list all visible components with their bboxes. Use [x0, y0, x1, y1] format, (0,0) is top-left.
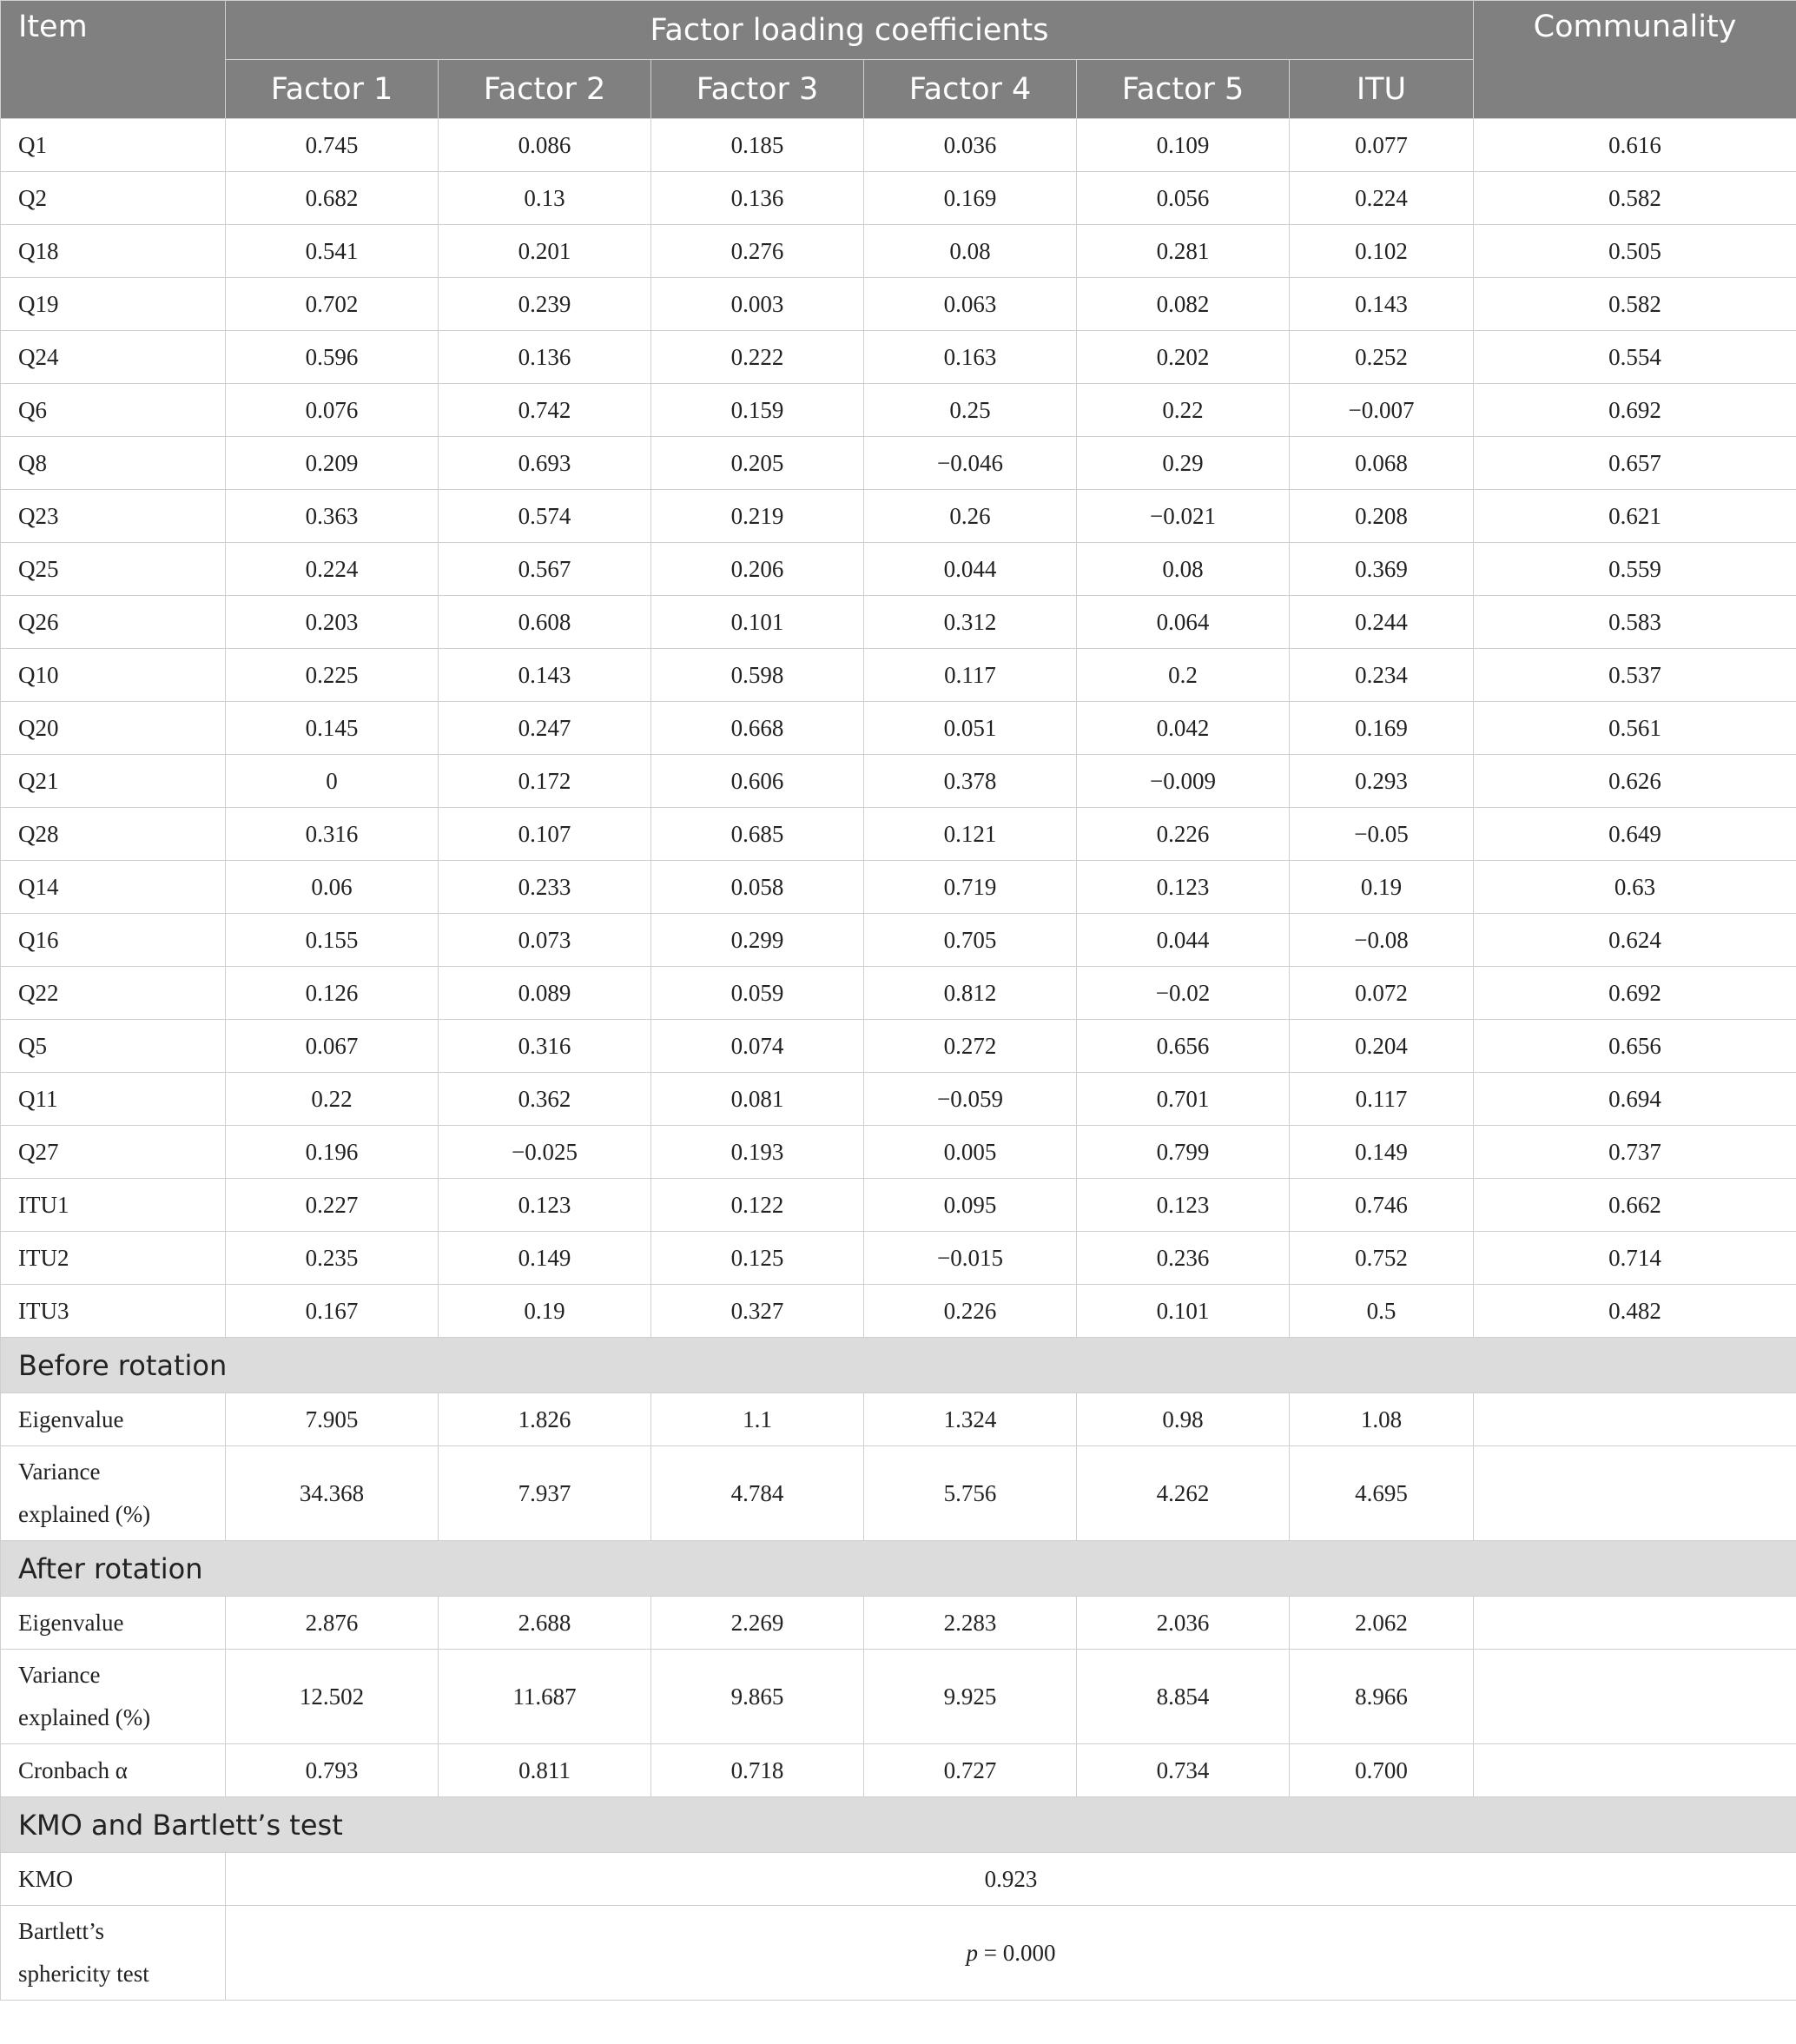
loading-cell: 0.236	[1077, 1232, 1290, 1285]
variance-cell: 12.502	[226, 1650, 439, 1744]
loading-cell: 0.08	[1077, 543, 1290, 596]
loading-cell: 0.608	[439, 596, 651, 649]
loading-cell: 0.063	[864, 278, 1077, 331]
eigenvalue-cell: 2.269	[651, 1597, 864, 1650]
loading-cell: 0.22	[226, 1073, 439, 1126]
loading-cell: 0.596	[226, 331, 439, 384]
eigenvalue-cell: 7.905	[226, 1393, 439, 1446]
row-item: Q5	[1, 1020, 226, 1073]
table-header	[1, 1, 1796, 119]
eigenvalue-cell: 1.08	[1290, 1393, 1474, 1446]
table-row	[1, 119, 1796, 172]
loading-cell: 0.121	[864, 808, 1077, 861]
communality-cell: 0.737	[1474, 1126, 1796, 1179]
row-item: Q16	[1, 914, 226, 967]
loading-cell: 0.123	[1077, 1179, 1290, 1232]
loading-cell: −0.05	[1290, 808, 1474, 861]
communality-cell: 0.616	[1474, 119, 1796, 172]
row-item: Q2	[1, 172, 226, 225]
loading-cell: 0.059	[651, 967, 864, 1020]
communality-cell: 0.649	[1474, 808, 1796, 861]
loading-cell: −0.046	[864, 437, 1077, 490]
variance-cell: 4.784	[651, 1446, 864, 1541]
table-row	[1, 596, 1796, 649]
communality-cell: 0.656	[1474, 1020, 1796, 1073]
loading-cell: 0.074	[651, 1020, 864, 1073]
eigenvalue-cell: 1.1	[651, 1393, 864, 1446]
after-variance-row	[1, 1650, 1796, 1744]
loading-cell: 0.101	[1077, 1285, 1290, 1338]
loading-cell: 0.073	[439, 914, 651, 967]
row-item: Q8	[1, 437, 226, 490]
loading-cell: 0.2	[1077, 649, 1290, 702]
loading-cell: 0.316	[439, 1020, 651, 1073]
communality-cell: 0.482	[1474, 1285, 1796, 1338]
loading-cell: 0.169	[1290, 702, 1474, 755]
loading-cell: 0.149	[439, 1232, 651, 1285]
row-item: Q10	[1, 649, 226, 702]
communality-cell: 0.662	[1474, 1179, 1796, 1232]
cronbach-cell: 0.718	[651, 1744, 864, 1797]
row-label	[1, 1650, 226, 1744]
table-row	[1, 914, 1796, 967]
loading-cell: 0.574	[439, 490, 651, 543]
loading-cell: 0.656	[1077, 1020, 1290, 1073]
communality-cell: 0.63	[1474, 861, 1796, 914]
loading-cell: 0.051	[864, 702, 1077, 755]
section-before-rotation	[1, 1338, 1796, 1393]
loading-cell: 0.745	[226, 119, 439, 172]
loading-cell: 0.145	[226, 702, 439, 755]
header-col-0: Factor 1	[226, 60, 439, 119]
loading-cell: 0.363	[226, 490, 439, 543]
kmo-row	[1, 1853, 1796, 1906]
loading-cell: 0.541	[226, 225, 439, 278]
loading-cell: −0.025	[439, 1126, 651, 1179]
loading-cell: 0.064	[1077, 596, 1290, 649]
table-body	[1, 119, 1796, 2001]
loading-cell: −0.009	[1077, 755, 1290, 808]
table-row	[1, 1020, 1796, 1073]
table-row	[1, 331, 1796, 384]
table-row	[1, 808, 1796, 861]
loading-cell: 0.19	[439, 1285, 651, 1338]
communality-cell: 0.561	[1474, 702, 1796, 755]
loading-cell: 0.123	[439, 1179, 651, 1232]
loading-cell: 0.606	[651, 755, 864, 808]
header-factor-loading: Factor loading coefficients	[226, 1, 1474, 60]
loading-cell: 0.076	[226, 384, 439, 437]
loading-cell: 0.102	[1290, 225, 1474, 278]
before-variance-row	[1, 1446, 1796, 1541]
loading-cell: 0.742	[439, 384, 651, 437]
loading-cell: 0.682	[226, 172, 439, 225]
loading-cell: 0.163	[864, 331, 1077, 384]
loading-cell: 0.042	[1077, 702, 1290, 755]
communality-cell: 0.582	[1474, 278, 1796, 331]
loading-cell: 0.668	[651, 702, 864, 755]
loading-cell: 0.316	[226, 808, 439, 861]
loading-cell: 0.701	[1077, 1073, 1290, 1126]
loading-cell: 0.122	[651, 1179, 864, 1232]
loading-cell: 0.003	[651, 278, 864, 331]
loading-cell: 0.685	[651, 808, 864, 861]
loading-cell: 0.208	[1290, 490, 1474, 543]
loading-cell: 0.089	[439, 967, 651, 1020]
loading-cell: 0.234	[1290, 649, 1474, 702]
loading-cell: 0.193	[651, 1126, 864, 1179]
loading-cell: −0.021	[1077, 490, 1290, 543]
loading-cell: 0.159	[651, 384, 864, 437]
variance-cell: 5.756	[864, 1446, 1077, 1541]
loading-cell: 0.204	[1290, 1020, 1474, 1073]
loading-cell: 0.172	[439, 755, 651, 808]
table-row	[1, 755, 1796, 808]
table-row	[1, 225, 1796, 278]
variance-cell: 11.687	[439, 1650, 651, 1744]
row-item: Q1	[1, 119, 226, 172]
communality-cell: 0.626	[1474, 755, 1796, 808]
label-line: Bartlett’s	[18, 1918, 104, 1944]
row-item: Q24	[1, 331, 226, 384]
loading-cell: 0.812	[864, 967, 1077, 1020]
loading-cell: 0.752	[1290, 1232, 1474, 1285]
loading-cell: 0.123	[1077, 861, 1290, 914]
row-item: Q26	[1, 596, 226, 649]
communality-cell: 0.505	[1474, 225, 1796, 278]
loading-cell: 0.149	[1290, 1126, 1474, 1179]
eigenvalue-cell: 2.283	[864, 1597, 1077, 1650]
loading-cell: 0.369	[1290, 543, 1474, 596]
eigenvalue-cell: 0.98	[1077, 1393, 1290, 1446]
communality-cell: 0.624	[1474, 914, 1796, 967]
loading-cell: 0.26	[864, 490, 1077, 543]
cronbach-row	[1, 1744, 1796, 1797]
communality-cell: 0.554	[1474, 331, 1796, 384]
header-col-5: ITU	[1290, 60, 1474, 119]
table-row	[1, 543, 1796, 596]
loading-cell: 0.13	[439, 172, 651, 225]
row-item: Q20	[1, 702, 226, 755]
header-col-2: Factor 3	[651, 60, 864, 119]
loading-cell: 0.312	[864, 596, 1077, 649]
loading-cell: 0.056	[1077, 172, 1290, 225]
table-row	[1, 278, 1796, 331]
loading-cell: 0.5	[1290, 1285, 1474, 1338]
eigenvalue-cell: 1.324	[864, 1393, 1077, 1446]
loading-cell: 0.252	[1290, 331, 1474, 384]
row-label: KMO	[1, 1853, 226, 1906]
loading-cell: 0.272	[864, 1020, 1077, 1073]
eigenvalue-cell: 1.826	[439, 1393, 651, 1446]
loading-cell: 0.072	[1290, 967, 1474, 1020]
loading-cell: 0.299	[651, 914, 864, 967]
loading-cell: 0.378	[864, 755, 1077, 808]
loading-cell: 0.143	[1290, 278, 1474, 331]
loading-cell: 0.136	[651, 172, 864, 225]
loading-cell: 0.044	[864, 543, 1077, 596]
communality-cell: 0.559	[1474, 543, 1796, 596]
loading-cell: 0.225	[226, 649, 439, 702]
row-label: Cronbach α	[1, 1744, 226, 1797]
table-row	[1, 1179, 1796, 1232]
before-eigenvalue-row	[1, 1393, 1796, 1446]
row-item: Q28	[1, 808, 226, 861]
row-item: Q25	[1, 543, 226, 596]
communality-cell: 0.694	[1474, 1073, 1796, 1126]
header-col-1: Factor 2	[439, 60, 651, 119]
variance-cell: 8.966	[1290, 1650, 1474, 1744]
communality-cell: 0.582	[1474, 172, 1796, 225]
loading-cell: 0.25	[864, 384, 1077, 437]
loading-cell: 0.081	[651, 1073, 864, 1126]
loading-cell: 0.117	[864, 649, 1077, 702]
loading-cell: 0.705	[864, 914, 1077, 967]
section-kmo-bartlett	[1, 1797, 1796, 1853]
loading-cell: 0.169	[864, 172, 1077, 225]
table-row	[1, 1073, 1796, 1126]
loading-cell: 0.082	[1077, 278, 1290, 331]
header-col-3: Factor 4	[864, 60, 1077, 119]
bartlett-row	[1, 1906, 1796, 2001]
loading-cell: 0.247	[439, 702, 651, 755]
section-title: Before rotation	[1, 1338, 1796, 1393]
table-row	[1, 1126, 1796, 1179]
row-item: Q14	[1, 861, 226, 914]
loading-cell: 0.117	[1290, 1073, 1474, 1126]
loading-cell: 0.293	[1290, 755, 1474, 808]
bartlett-value	[226, 1906, 1796, 2001]
loading-cell: 0.06	[226, 861, 439, 914]
header-item: Item	[1, 1, 226, 119]
loading-cell: 0.143	[439, 649, 651, 702]
loading-cell: −0.015	[864, 1232, 1077, 1285]
loading-cell: 0.224	[226, 543, 439, 596]
loading-cell: 0.067	[226, 1020, 439, 1073]
table-row	[1, 437, 1796, 490]
empty-cell	[1474, 1650, 1796, 1744]
loading-cell: 0.155	[226, 914, 439, 967]
loading-cell: 0.109	[1077, 119, 1290, 172]
label-line: Variance	[18, 1459, 101, 1485]
loading-cell: 0.693	[439, 437, 651, 490]
loading-cell: 0.598	[651, 649, 864, 702]
loading-cell: 0.209	[226, 437, 439, 490]
row-item: Q27	[1, 1126, 226, 1179]
communality-cell: 0.714	[1474, 1232, 1796, 1285]
p-value: = 0.000	[978, 1939, 1056, 1966]
row-item: Q6	[1, 384, 226, 437]
p-symbol: p	[966, 1939, 979, 1966]
loading-cell: 0.22	[1077, 384, 1290, 437]
section-after-rotation	[1, 1541, 1796, 1597]
row-item: Q19	[1, 278, 226, 331]
loading-cell: 0.29	[1077, 437, 1290, 490]
communality-cell: 0.692	[1474, 967, 1796, 1020]
loading-cell: 0.08	[864, 225, 1077, 278]
loading-cell: −0.02	[1077, 967, 1290, 1020]
loading-cell: 0.224	[1290, 172, 1474, 225]
loading-cell: 0.276	[651, 225, 864, 278]
cronbach-cell: 0.734	[1077, 1744, 1290, 1797]
label-line: explained (%)	[18, 1704, 151, 1730]
label-line: explained (%)	[18, 1501, 151, 1527]
communality-cell: 0.657	[1474, 437, 1796, 490]
row-item: Q22	[1, 967, 226, 1020]
variance-cell: 4.262	[1077, 1446, 1290, 1541]
row-item: ITU1	[1, 1179, 226, 1232]
communality-cell: 0.537	[1474, 649, 1796, 702]
eigenvalue-cell: 2.688	[439, 1597, 651, 1650]
loading-cell: −0.08	[1290, 914, 1474, 967]
row-item: Q21	[1, 755, 226, 808]
variance-cell: 9.865	[651, 1650, 864, 1744]
communality-cell: 0.583	[1474, 596, 1796, 649]
row-item: Q11	[1, 1073, 226, 1126]
header-communality: Communality	[1474, 1, 1796, 119]
loading-cell: 0.719	[864, 861, 1077, 914]
row-label: Eigenvalue	[1, 1597, 226, 1650]
loading-cell: 0.219	[651, 490, 864, 543]
loading-cell: 0.702	[226, 278, 439, 331]
cronbach-cell: 0.700	[1290, 1744, 1474, 1797]
table-row	[1, 384, 1796, 437]
row-label: Eigenvalue	[1, 1393, 226, 1446]
empty-cell	[1474, 1744, 1796, 1797]
loading-cell: 0.005	[864, 1126, 1077, 1179]
loading-cell: 0.227	[226, 1179, 439, 1232]
loading-cell: 0.185	[651, 119, 864, 172]
variance-cell: 4.695	[1290, 1446, 1474, 1541]
after-eigenvalue-row	[1, 1597, 1796, 1650]
loading-cell: 0.19	[1290, 861, 1474, 914]
label-line: Variance	[18, 1662, 101, 1688]
loading-cell: 0.086	[439, 119, 651, 172]
table-row	[1, 702, 1796, 755]
loading-cell: 0.136	[439, 331, 651, 384]
table-row	[1, 967, 1796, 1020]
cronbach-cell: 0.811	[439, 1744, 651, 1797]
loading-cell: 0.201	[439, 225, 651, 278]
loading-cell: 0.044	[1077, 914, 1290, 967]
loading-cell: 0.244	[1290, 596, 1474, 649]
empty-cell	[1474, 1446, 1796, 1541]
loading-cell: 0.233	[439, 861, 651, 914]
table-row	[1, 490, 1796, 543]
loading-cell: 0.206	[651, 543, 864, 596]
communality-cell: 0.621	[1474, 490, 1796, 543]
loading-cell: 0.362	[439, 1073, 651, 1126]
table-row	[1, 172, 1796, 225]
eigenvalue-cell: 2.036	[1077, 1597, 1290, 1650]
loading-cell: 0.125	[651, 1232, 864, 1285]
variance-cell: 7.937	[439, 1446, 651, 1541]
row-item: ITU2	[1, 1232, 226, 1285]
communality-cell: 0.692	[1474, 384, 1796, 437]
loading-cell: 0.222	[651, 331, 864, 384]
cronbach-cell: 0.793	[226, 1744, 439, 1797]
loading-cell: 0.196	[226, 1126, 439, 1179]
eigenvalue-cell: 2.062	[1290, 1597, 1474, 1650]
loading-cell: 0.567	[439, 543, 651, 596]
loading-cell: 0.226	[864, 1285, 1077, 1338]
loading-cell: 0.036	[864, 119, 1077, 172]
header-col-4: Factor 5	[1077, 60, 1290, 119]
loading-cell: 0.203	[226, 596, 439, 649]
loading-cell: 0.281	[1077, 225, 1290, 278]
loading-cell: 0.126	[226, 967, 439, 1020]
loading-cell: 0.202	[1077, 331, 1290, 384]
variance-cell: 34.368	[226, 1446, 439, 1541]
loading-cell: 0.058	[651, 861, 864, 914]
loading-cell: 0.167	[226, 1285, 439, 1338]
section-title: KMO and Bartlett’s test	[1, 1797, 1796, 1853]
loading-cell: 0.226	[1077, 808, 1290, 861]
loading-cell: 0.107	[439, 808, 651, 861]
loading-cell: 0.327	[651, 1285, 864, 1338]
loading-cell: 0.239	[439, 278, 651, 331]
eigenvalue-cell: 2.876	[226, 1597, 439, 1650]
loading-cell: 0.095	[864, 1179, 1077, 1232]
table-row	[1, 1232, 1796, 1285]
loading-cell: −0.059	[864, 1073, 1077, 1126]
loading-cell: 0.235	[226, 1232, 439, 1285]
cronbach-cell: 0.727	[864, 1744, 1077, 1797]
row-item: Q18	[1, 225, 226, 278]
row-item: ITU3	[1, 1285, 226, 1338]
row-label	[1, 1906, 226, 2001]
variance-cell: 8.854	[1077, 1650, 1290, 1744]
section-title: After rotation	[1, 1541, 1796, 1597]
table-row	[1, 1285, 1796, 1338]
table-row	[1, 861, 1796, 914]
variance-cell: 9.925	[864, 1650, 1077, 1744]
loading-cell: 0.101	[651, 596, 864, 649]
row-item: Q23	[1, 490, 226, 543]
loading-cell: 0.068	[1290, 437, 1474, 490]
row-label	[1, 1446, 226, 1541]
empty-cell	[1474, 1597, 1796, 1650]
empty-cell	[1474, 1393, 1796, 1446]
label-line: sphericity test	[18, 1961, 149, 1987]
loading-cell: −0.007	[1290, 384, 1474, 437]
loading-cell: 0.799	[1077, 1126, 1290, 1179]
loading-cell: 0.205	[651, 437, 864, 490]
loading-cell: 0.746	[1290, 1179, 1474, 1232]
kmo-value: 0.923	[226, 1853, 1796, 1906]
loading-cell: 0.077	[1290, 119, 1474, 172]
loading-cell: 0	[226, 755, 439, 808]
table-row	[1, 649, 1796, 702]
